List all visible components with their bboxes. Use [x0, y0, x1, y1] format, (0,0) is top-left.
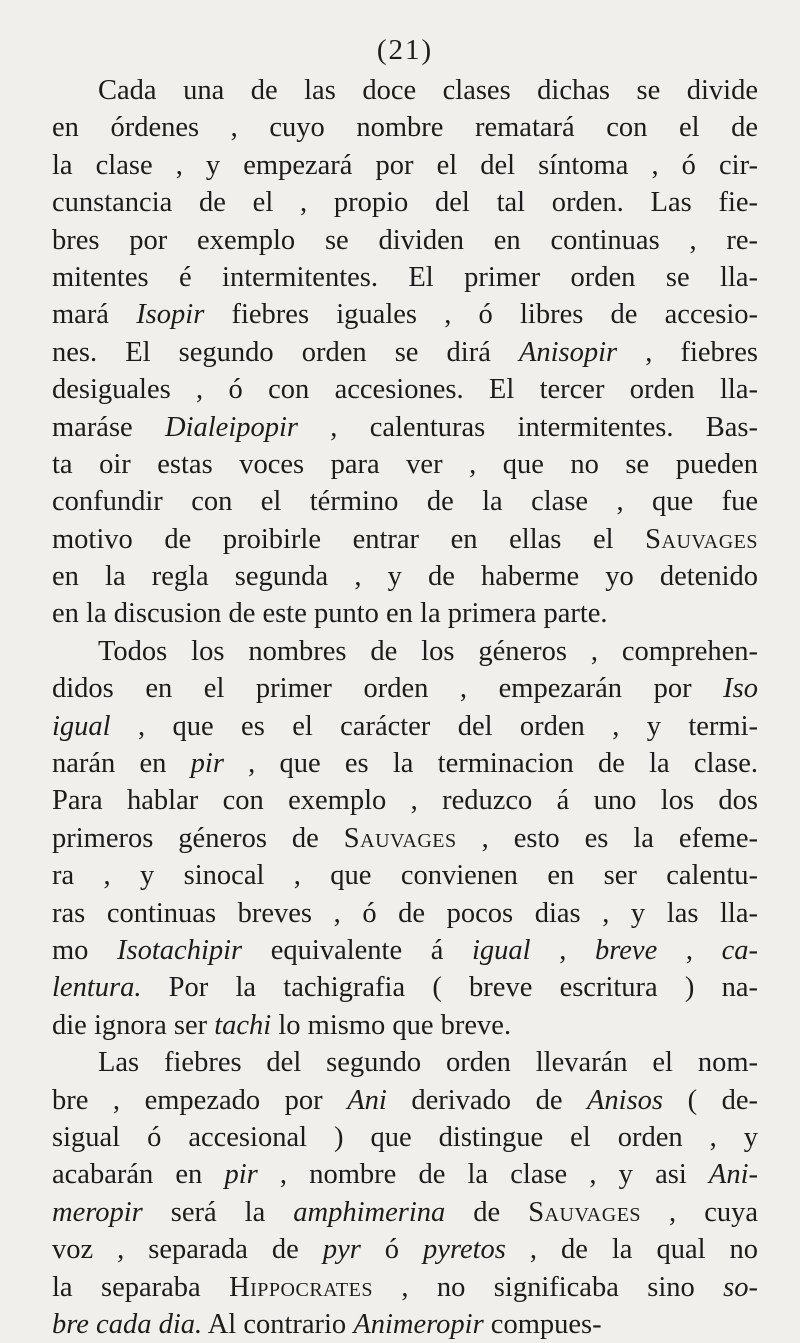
- text-run: derivado de: [386, 1084, 588, 1116]
- italic-term: Iso: [723, 673, 758, 705]
- text-line: [52, 932, 758, 969]
- text-line: [52, 708, 758, 745]
- italic-term: meropir: [52, 1196, 143, 1228]
- text-run: ,: [657, 934, 722, 966]
- text-run: sigual ó accesional ) que distingue el orden , y: [52, 1121, 758, 1153]
- text-line: [52, 446, 758, 483]
- text-run: la clase , y empezará por el del síntoma , ó cir-: [52, 149, 758, 181]
- text-run: mo: [52, 934, 118, 966]
- italic-term: Ani-: [708, 1159, 758, 1191]
- text-line: [52, 147, 758, 184]
- text-line: [52, 820, 758, 857]
- italic-term: igual: [472, 934, 531, 966]
- paragraph: [52, 633, 758, 1044]
- text-run: mitentes é intermitentes. El primer orden se lla-: [52, 261, 758, 293]
- text-line: [52, 1194, 758, 1231]
- text-line: [52, 184, 758, 221]
- text-line: [52, 670, 758, 707]
- italic-term: Dialeipopir: [165, 411, 298, 443]
- text-line: [52, 1231, 758, 1268]
- text-line: [52, 1306, 758, 1343]
- text-run: ( de-: [663, 1084, 758, 1116]
- text-line: [52, 558, 758, 595]
- text-run: Cada una de las doce clases dichas se divide: [98, 75, 758, 106]
- text-line: [52, 296, 758, 333]
- text-run: , no significaba sino: [372, 1271, 724, 1303]
- text-line: [52, 409, 758, 446]
- text-line: [52, 259, 758, 296]
- text-run: equivalente á: [242, 934, 473, 966]
- text-run: Las fiebres del segundo orden llevarán el nom-: [98, 1047, 758, 1079]
- text-run: la separaba: [52, 1271, 230, 1303]
- italic-term: pir: [190, 748, 224, 780]
- text-line: [52, 483, 758, 520]
- text-run: , de la qual no: [505, 1234, 758, 1266]
- text-line: [52, 72, 758, 109]
- italic-term: pyretos: [423, 1234, 506, 1266]
- text-run: , que es la terminacion de la clase.: [223, 748, 758, 780]
- text-line: [52, 857, 758, 894]
- italic-term: igual: [52, 710, 111, 742]
- text-line: [52, 969, 758, 1006]
- text-run: en la discusion de este punto en la primera parte.: [52, 598, 608, 630]
- text-run: compues-: [483, 1308, 602, 1340]
- text-line: [52, 1044, 758, 1081]
- text-line: [52, 1119, 758, 1156]
- text-line: [52, 371, 758, 408]
- text-run: Al contrario: [202, 1308, 354, 1340]
- text-run: Para hablar con exemplo , reduzco á uno los dos: [52, 785, 758, 817]
- text-run: primeros géneros de: [52, 822, 344, 854]
- text-run: en órdenes , cuyo nombre rematará con el de: [52, 112, 758, 144]
- italic-term: so-: [723, 1271, 758, 1303]
- text-run: nes. El segundo orden se dirá: [52, 336, 519, 368]
- paragraph: [52, 1044, 758, 1343]
- text-run: , calenturas intermitentes. Bas-: [298, 411, 758, 443]
- text-run: en la regla segunda , y de haberme yo detenido: [52, 561, 758, 593]
- text-line: [52, 745, 758, 782]
- author-name: Sauvages: [343, 822, 457, 854]
- text-line: [52, 595, 758, 632]
- italic-term: Anisopir: [518, 336, 618, 368]
- text-run: será la: [142, 1196, 294, 1228]
- paragraph: [52, 72, 758, 633]
- text-line: [52, 1082, 758, 1119]
- text-line: [52, 334, 758, 371]
- author-name: Sauvages: [528, 1196, 642, 1228]
- italic-term: Ani: [347, 1084, 387, 1116]
- text-run: , cuya: [641, 1196, 758, 1228]
- text-run: didos en el primer orden , empezarán por: [52, 673, 724, 705]
- text-run: ,: [530, 934, 595, 966]
- text-run: bres por exemplo se dividen en continuas , re-: [52, 224, 758, 256]
- text-run: desiguales , ó con accesiones. El tercer orden lla-: [52, 374, 758, 406]
- text-run: , esto es la efeme-: [456, 822, 758, 854]
- text-run: bre , empezado por: [52, 1084, 348, 1116]
- text-run: de: [445, 1196, 529, 1228]
- text-run: confundir con el término de la clase , que fue: [52, 486, 758, 518]
- text-line: [52, 109, 758, 146]
- text-line: [52, 782, 758, 819]
- page-number: (21): [376, 34, 434, 66]
- text-run: Por la tachigrafia ( breve escritura ) na-: [141, 972, 758, 1004]
- text-run: lo mismo que breve.: [271, 1009, 512, 1041]
- text-line: [52, 1156, 758, 1193]
- text-run: voz , separada de: [52, 1234, 323, 1266]
- text-run: ra , y sinocal , que convienen en ser calentu-: [52, 860, 758, 892]
- author-name: Sauvages: [645, 523, 758, 555]
- italic-term: breve: [595, 934, 658, 966]
- text-run: , que es el carácter del orden , y termi-: [110, 710, 758, 742]
- text-run: Todos los nombres de los géneros , comprehen-: [98, 635, 758, 667]
- text-line: [52, 1007, 758, 1044]
- text-run: , fiebres: [617, 336, 758, 368]
- italic-term: amphimerina: [293, 1196, 446, 1228]
- italic-term: Isotachipir: [117, 934, 243, 966]
- italic-term: lentura.: [52, 972, 142, 1004]
- text-run: cunstancia de el , propio del tal orden. Las fie-: [52, 187, 758, 219]
- text-run: acabarán en: [52, 1159, 225, 1191]
- text-run: motivo de proibirle entrar en ellas el: [52, 523, 646, 555]
- text-run: narán en: [52, 748, 191, 780]
- text-line: [52, 222, 758, 259]
- text-line: [52, 895, 758, 932]
- text-run: , nombre de la clase , y asi: [257, 1159, 709, 1191]
- text-run: ta oir estas voces para ver , que no se pueden: [52, 448, 758, 480]
- italic-term: Animeropir: [353, 1308, 484, 1340]
- text-run: die ignora ser: [52, 1009, 215, 1041]
- italic-term: pir: [224, 1159, 258, 1191]
- text-line: [52, 1269, 758, 1306]
- text-line: [52, 521, 758, 558]
- text-run: maráse: [52, 411, 165, 443]
- italic-term: Isopir: [136, 299, 205, 331]
- italic-term: pyr: [322, 1234, 361, 1266]
- text-run: mará: [52, 299, 137, 331]
- body-text: [52, 72, 758, 1343]
- text-run: ó: [360, 1234, 424, 1266]
- italic-term: Anisos: [587, 1084, 664, 1116]
- italic-term: ca-: [721, 934, 758, 966]
- text-run: ras continuas breves , ó de pocos dias , y las lla-: [52, 897, 758, 929]
- text-line: [52, 633, 758, 670]
- italic-term: bre cada dia.: [52, 1308, 203, 1340]
- italic-term: tachi: [214, 1009, 272, 1041]
- author-name: Hippocrates: [229, 1271, 373, 1303]
- text-run: fiebres iguales , ó libres de accesio-: [204, 299, 758, 331]
